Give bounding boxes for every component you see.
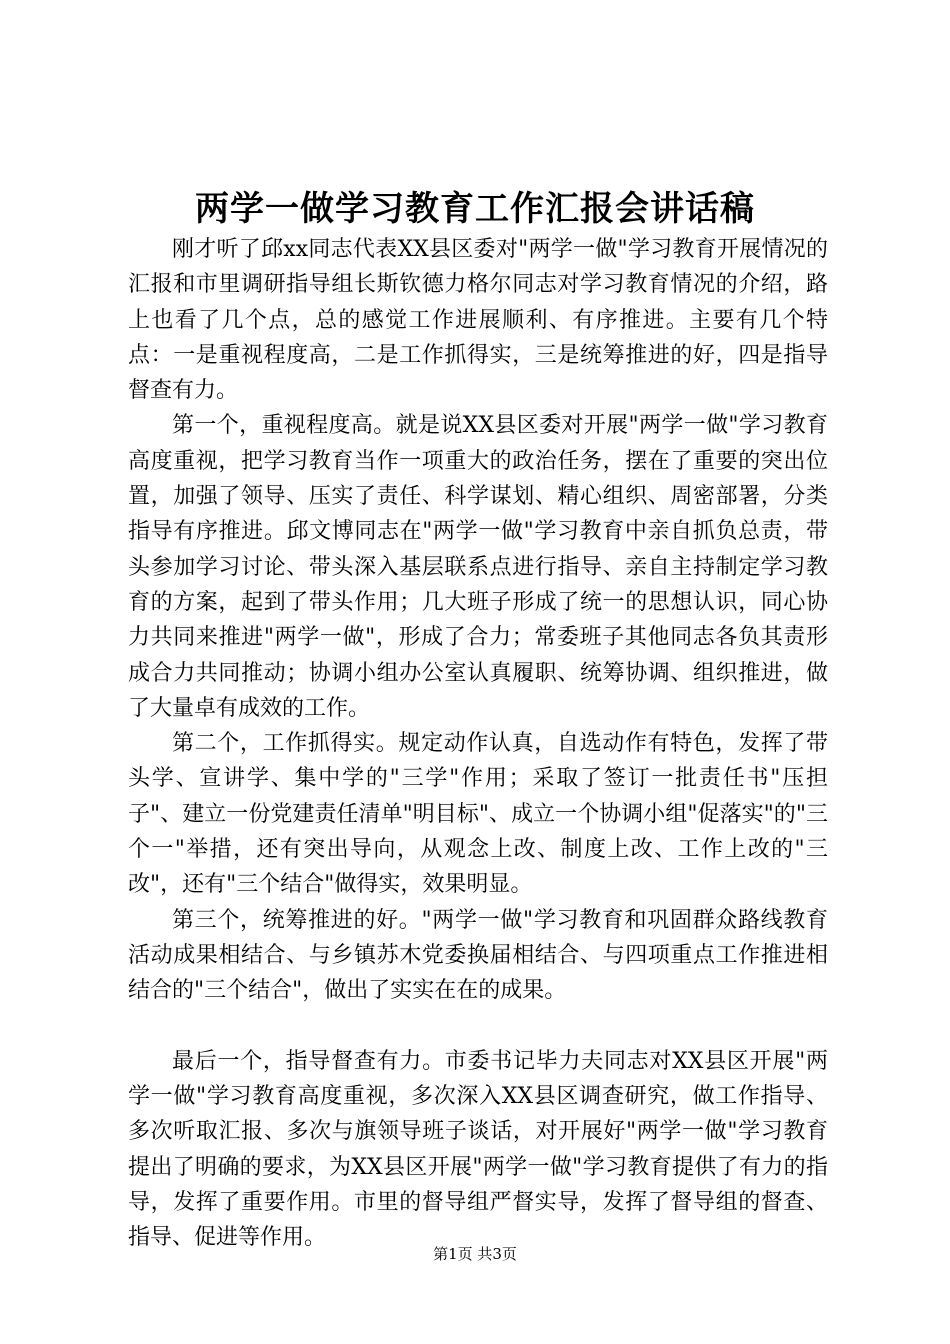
page-number-footer: 第1页 共3页 bbox=[433, 1245, 517, 1263]
document-body bbox=[128, 232, 828, 1256]
document-title: 两学一做学习教育工作汇报会讲话稿 bbox=[195, 189, 755, 229]
paragraph-intro: 刚才听了邱xx同志代表XX县区委对"两学一做"学习教育开展情况的汇报和市里调研指导组长斯钦德力格尔同志对学习教育情况的介绍，路上也看了几个点，总的感觉工作进展顺利、有序推进。主要有几个特点：一是重视程度高，二是工作抓得实，三是统筹推进的好，四是指导督查有力。 bbox=[128, 237, 828, 404]
paragraph-second-point: 第二个，工作抓得实。规定动作认真，自选动作有特色，发挥了带头学、宣讲学、集中学的"三学"作用；采取了签订一批责任书"压担子"、建立一份党建责任清单"明目标"、成立一个协调小组"促落实"的"三个一"举措，还有突出导向，从观念上改、制度上改、工作上改的"三改"，还有"三个结合"做得实，效果明显。 bbox=[128, 731, 828, 898]
paragraph-gap bbox=[128, 1009, 828, 1044]
paragraph-third-point: 第三个，统筹推进的好。"两学一做"学习教育和巩固群众路线教育活动成果相结合、与乡镇苏木党委换届相结合、与四项重点工作推进相结合的"三个结合"，做出了实实在在的成果。 bbox=[128, 907, 828, 1004]
paragraph-last-point: 最后一个，指导督查有力。市委书记毕力夫同志对XX县区开展"两学一做"学习教育高度重视，多次深入XX县区调查研究，做工作指导、多次听取汇报、多次与旗领导班子谈话，对开展好"两学一做"学习教育提出了明确的要求，为XX县区开展"两学一做"学习教育提供了有力的指导，发挥了重要作用。市里的督导组严督实导，发挥了督导组的督查、指导、促进等作用。 bbox=[128, 1048, 828, 1251]
paragraph-first-point: 第一个，重视程度高。就是说XX县区委对开展"两学一做"学习教育高度重视，把学习教育当作一项重大的政治任务，摆在了重要的突出位置，加强了领导、压实了责任、科学谋划、精心组织、周密部署，分类指导有序推进。邱文博同志在"两学一做"学习教育中亲自抓负总责，带头参加学习讨论、带头深入基层联系点进行指导、亲自主持制定学习教育的方案，起到了带头作用；几大班子形成了统一的思想认识，同心协力共同来推进"两学一做"，形成了合力；常委班子其他同志各负其责形成合力共同推动；协调小组办公室认真履职、统筹协调、组织推进，做了大量卓有成效的工作。 bbox=[128, 413, 828, 721]
